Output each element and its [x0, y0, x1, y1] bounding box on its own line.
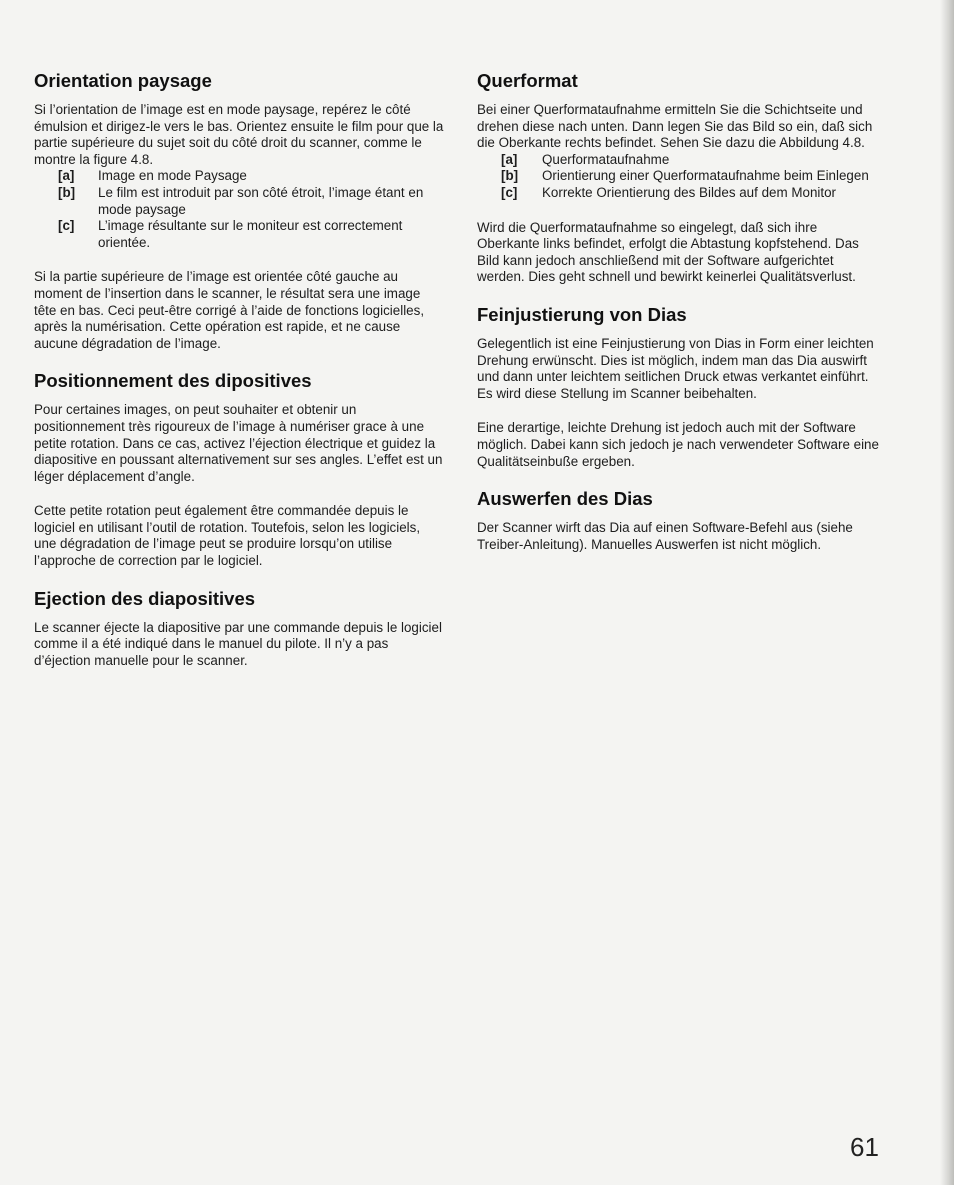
- section-positionnement: [34, 370, 446, 569]
- paragraph: Pour certaines images, on peut souhaiter et obtenir un positionnement très rigoureux de l’image à numériser grace à une petite rotation. Dans ce cas, activez l’éjection électrique et guidez la diapositive en poussant alternativement sur ses angles. L’effet est un léger déplacement d’angle.: [34, 402, 443, 484]
- list-item: [a] Image en mode Paysage: [58, 168, 247, 184]
- figure-legend-list: [477, 152, 882, 202]
- paragraph: Bei einer Querformataufnahme ermitteln Sie die Schichtseite und drehen diese nach unten. Dann legen Sie das Bild so ein, daß sich die Oberkante rechts befindet. Sehen Sie dazu die Abbildung 4.8.: [477, 102, 873, 151]
- heading-positionnement: Positionnement des dipositives: [34, 370, 312, 392]
- heading-auswerfen: Auswerfen des Dias: [477, 488, 653, 510]
- paragraph: Cette petite rotation peut également être commandée depuis le logiciel en utilisant l’outil de rotation. Toutefois, selon les logiciels, une dégradation de l’image peut se produire lorsqu’on utilise l’approche de correction par le logiciel.: [34, 503, 421, 569]
- heading-feinjustierung: Feinjustierung von Dias: [477, 303, 687, 325]
- paragraph: Wird die Querformataufnahme so eingelegt, daß sich ihre Oberkante links befindet, erfolgt die Abtastung kopfstehend. Das Bild kann jedoch anschließend mit der Software aufgerichtet werden. Dies geht schnell und bewirkt keinerlei Qualitätsverlust.: [477, 219, 859, 285]
- list-item: [a] Querformataufnahme: [501, 151, 670, 167]
- page-number: 61: [850, 1132, 879, 1162]
- heading-orientation-paysage: Orientation paysage: [34, 70, 212, 91]
- heading-querformat: Querformat: [477, 70, 578, 91]
- paragraph: Eine derartige, leichte Drehung ist jedoch auch mit der Software möglich. Dabei kann sich jedoch je nach verwendeter Software eine Qualitätseinbuße ergeben.: [477, 420, 879, 469]
- paragraph: Si l’orientation de l’image est en mode paysage, repérez le côté émulsion et dirigez-le vers le bas. Orientez ensuite le film pour que la partie supérieure du sujet soit du côté droit du scanner, comme le montre la figure 4.8.: [34, 102, 444, 167]
- french-column: [34, 70, 446, 687]
- page-edge-shadow: [940, 0, 954, 1185]
- section-feinjustierung: [477, 304, 882, 470]
- german-column: [477, 70, 882, 571]
- paragraph: Le scanner éjecte la diapositive par une commande depuis le logiciel comme il a été indiqué dans le manuel du pilote. Il n’y a pas d’éjection manuelle pour le scanner.: [34, 619, 442, 668]
- list-item: [c] L’image résultante sur le moniteur est correctement orientée.: [58, 218, 403, 250]
- list-item: [b] Le film est introduit par son côté étroit, l’image étant en mode paysage: [58, 184, 424, 217]
- figure-legend-list: [34, 168, 446, 251]
- section-ejection: [34, 588, 446, 670]
- paragraph: Der Scanner wirft das Dia auf einen Software-Befehl aus (siehe Treiber-Anleitung). Manuelles Auswerfen ist nicht möglich.: [477, 520, 853, 552]
- section-querformat: [477, 70, 882, 286]
- list-item: [c] Korrekte Orientierung des Bildes auf dem Monitor: [501, 184, 836, 200]
- paragraph: Gelegentlich ist eine Feinjustierung von Dias in Form einer leichten Drehung erwünscht. Dies ist möglich, indem man das Dia auswirft und dann unter leichtem seitlichen Druck etwas verkantet einführt. Es wird diese Stellung im Scanner beibehalten.: [477, 335, 874, 401]
- section-orientation-paysage: [34, 70, 446, 352]
- heading-ejection: Ejection des diapositives: [34, 587, 256, 609]
- section-auswerfen: [477, 488, 882, 553]
- paragraph: Si la partie supérieure de l’image est orientée côté gauche au moment de l’insertion dans le scanner, le résultat sera une image tête en bas. Ceci peut-être corrigé à l’aide de fonctions logicielles, après la numérisation. Cette opération est rapide, et ne cause aucune dégradation de l’image.: [34, 269, 425, 351]
- list-item: [b] Orientierung einer Querformataufnahme beim Einlegen: [501, 168, 869, 184]
